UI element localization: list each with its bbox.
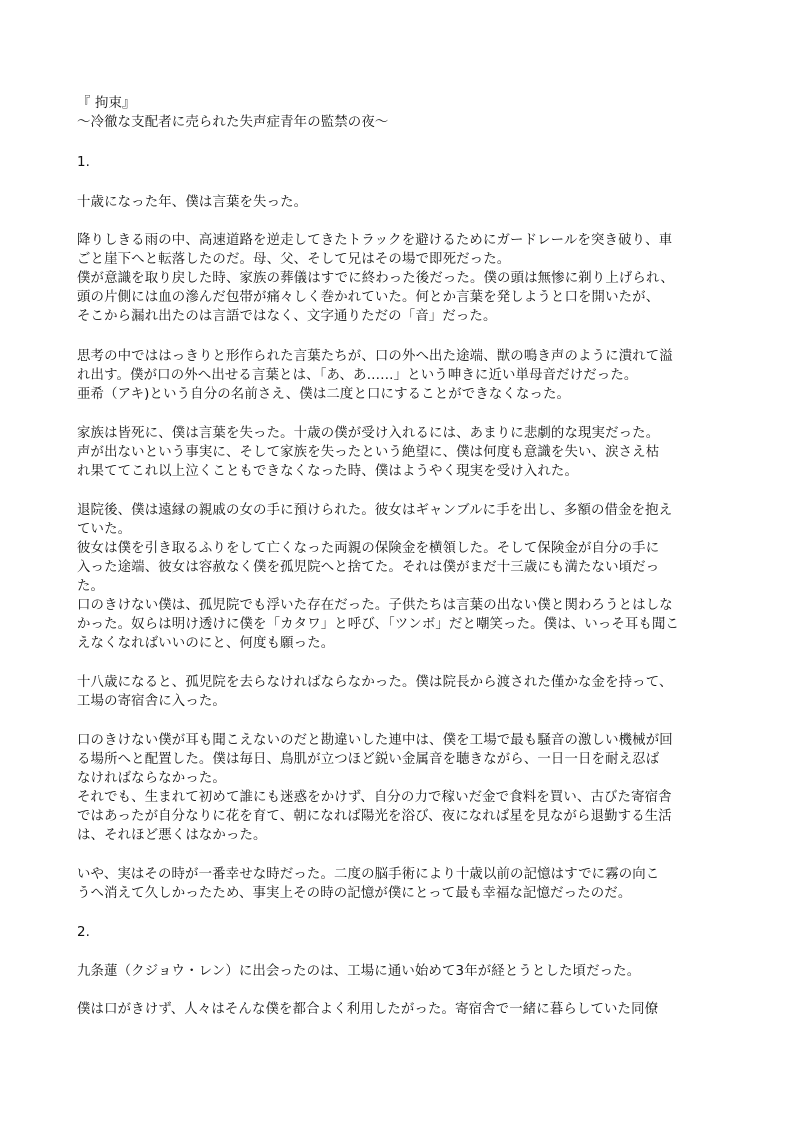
document-title: 『 拘束』 (77, 96, 136, 111)
paragraph-line: ていた。 (77, 522, 132, 537)
document-subtitle: ～冷徹な支配者に売られた失声症青年の監禁の夜～ (77, 115, 389, 130)
paragraph-line: うへ消えて久しかったため、事実上その時の記憶が僕にとって最も幸福な記憶だったのだ。 (77, 886, 632, 901)
paragraph-line: 僕は口がきけず、人々はそんな僕を都合よく利用したがった。寄宿舎で一緒に暮らしていた同僚 (77, 1002, 659, 1017)
paragraph-line: 亜希（アキ)という自分の名前さえ、僕は二度と口にすることができなくなった。 (77, 387, 571, 402)
paragraph-line: 声が出ないという事実に、そして家族を失ったという絶望に、僕は何度も意識を失い、涙さえ枯 (77, 445, 660, 460)
paragraph-line: 入った途端、彼女は容赦なく僕を孤児院へと捨てた。それは僕がまだ十三歳にも満たない頃だっ (77, 560, 660, 575)
paragraph-line: 彼女は僕を引き取るふりをして亡くなった両親の保険金を横領した。そして保険金が自分の手に (77, 541, 660, 556)
paragraph-line: 口のきけない僕が耳も聞こえないのだと勘違いした連中は、僕を工場で最も騒音の激しい機械が回 (77, 733, 673, 748)
paragraph-line: 思考の中でははっきりと形作られた言葉たちが、口の外へ出た途端、獣の鳴き声のように潰れて溢 (77, 349, 673, 364)
paragraph-line: 退院後、僕は遠縁の親戚の女の手に預けられた。彼女はギャンブルに手を出し、多額の借金を抱え (77, 503, 673, 518)
paragraph-line: なければならなかった。 (77, 771, 226, 786)
section-heading-2: 2. (77, 925, 91, 940)
paragraph-line: れ果ててこれ以上泣くこともできなくなった時、僕はようやく現実を受け入れた。 (77, 464, 579, 479)
paragraph-line: る場所へと配置した。僕は毎日、鳥肌が立つほど鋭い金属音を聴きながら、一日一日を耐え忍ば (77, 752, 660, 767)
paragraph-line: 家族は皆死に、僕は言葉を失った。十歳の僕が受け入れるには、あまりに悲劇的な現実だった。 (77, 426, 660, 441)
paragraph-line: えなくなればいいのにと、何度も願った。 (77, 636, 335, 651)
paragraph-line: 十歳になった年、僕は言葉を失った。 (77, 195, 308, 210)
paragraph-line: そこから漏れ出たのは言語ではなく、文字通りただの「音」だった。 (77, 309, 497, 324)
paragraph-line: 僕が意識を取り戻した時、家族の葬儀はすでに終わった後だった。僕の頭は無惨に剃り上げられ、 (77, 271, 674, 286)
paragraph-line: た。 (77, 579, 105, 594)
paragraph-line: それでも、生まれて初めて誰にも迷惑をかけず、自分の力で稼いだ金で食料を買い、古びた寄宿舎 (77, 790, 672, 805)
paragraph-line: いや、実はその時が一番幸せな時だった。二度の脳手術により十歳以前の記憶はすでに霧の向こ (77, 867, 660, 882)
section-heading-1: 1. (77, 155, 91, 170)
paragraph-line: ではあったが自分なりに花を育て、朝になれば陽光を浴び、夜になれば星を見ながら退勤する生活 (77, 809, 672, 824)
paragraph-line: かった。奴らは明け透けに僕を「カタワ」と呼び、「ツンボ」だと嘲笑った。僕は、いっそ耳も聞こ (77, 617, 680, 632)
paragraph-line: 頭の片側には血の滲んだ包帯が痛々しく巻かれていた。何とか言葉を発しようと口を開いたが、 (77, 290, 660, 305)
paragraph-line: ごと崖下へと転落したのだ。母、父、そして兄はその場で即死だった。 (77, 252, 511, 267)
paragraph-line: 降りしきる雨の中、高速道路を逆走してきたトラックを避けるためにガードレールを突き破り、車 (77, 233, 673, 248)
paragraph-line: 口のきけない僕は、孤児院でも浮いた存在だった。子供たちは言葉の出ない僕と関わろうとはしな (77, 598, 673, 613)
paragraph-line: は、それほど悪くはなかった。 (77, 828, 267, 843)
paragraph-line: 工場の寄宿舎に入った。 (77, 694, 226, 709)
paragraph-line: 九条蓮（クジョウ・レン）に出会ったのは、工場に通い始めて3年が経とうとした頃だった。 (77, 964, 641, 979)
paragraph-line: 十八歳になると、孤児院を去らなければならなかった。僕は院長から渡された僅かな金を持って、 (77, 675, 673, 690)
paragraph-line: れ出す。僕が口の外へ出せる言葉とは、「あ、あ……」という呻きに近い単母音だけだった。 (77, 368, 638, 383)
